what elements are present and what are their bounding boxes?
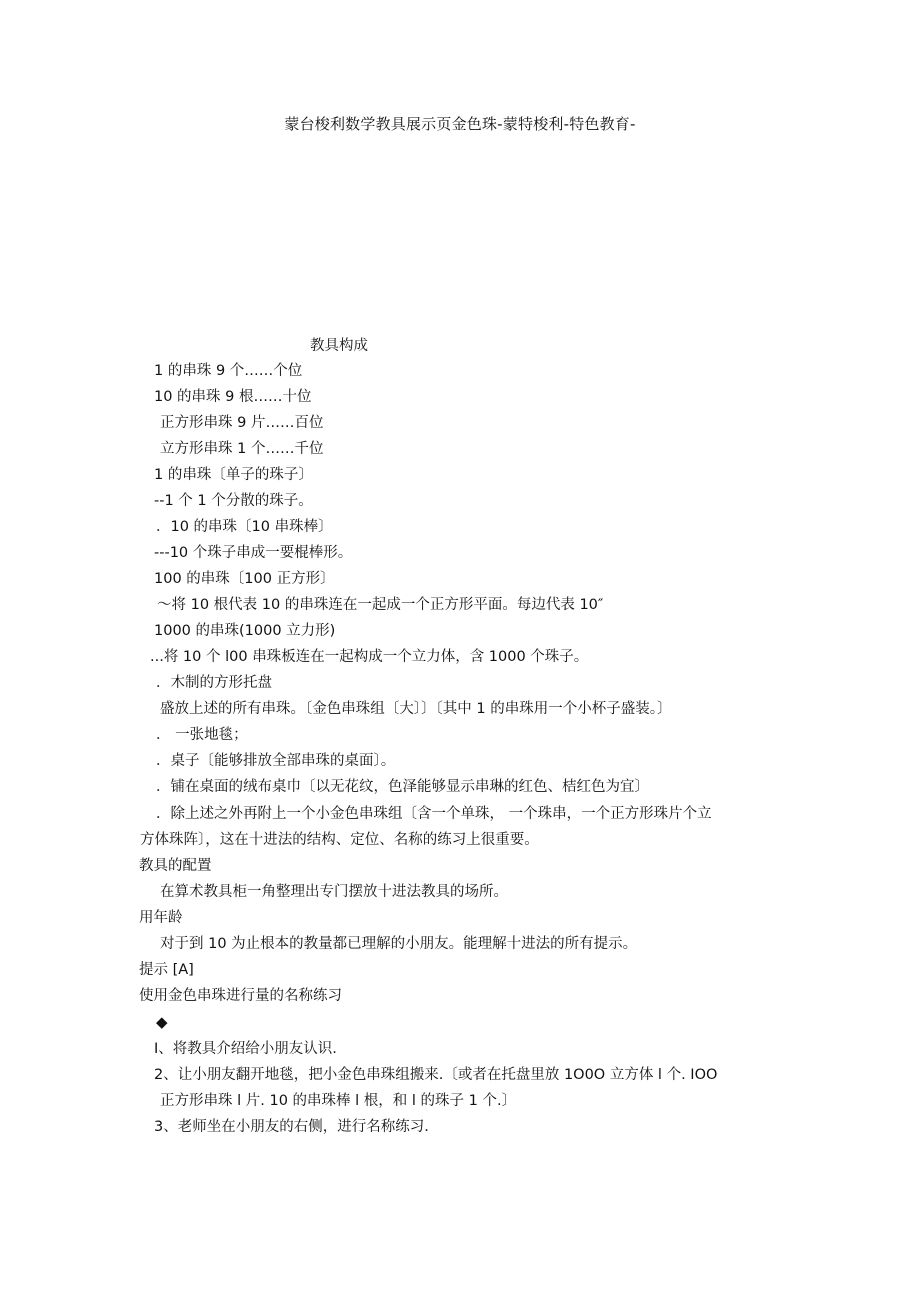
text-line: 100 的串珠〔100 正方形〕	[154, 571, 335, 587]
text-line: 对于到 10 为止根本的教量都已理解的小朋友。能理解十进法的所有提示。	[160, 936, 638, 952]
section-heading: 用年龄	[139, 910, 183, 926]
section-heading: 教具的配置	[139, 858, 212, 874]
text-line: 在算术教具柜一角整理出专门摆放十进法教具的场所。	[160, 884, 508, 900]
document-title: 蒙台梭利数学教具展示页金色珠-蒙特梭利-特色教育-	[284, 115, 636, 133]
section-heading: 教具构成	[310, 338, 368, 354]
text-line: ． 一张地毯；	[156, 727, 248, 743]
list-item: 3、老师坐在小朋友的右侧，进行名称练习.	[154, 1119, 429, 1135]
text-line: ．木制的方形托盘	[156, 675, 272, 691]
section-heading: 使用金色串珠进行量的名称练习	[139, 988, 342, 1004]
text-line: 正方形串珠 l 片. 10 的串珠棒 l 根，和 l 的珠子 1 个.〕	[160, 1093, 517, 1109]
text-line: 方体珠阵〕，这在十进法的结构、定位、名称的练习上很重要。	[140, 832, 539, 848]
text-line: 1 的串珠〔单子的珠子〕	[154, 467, 313, 483]
text-line: 1000 的串珠(1000 立力形)	[154, 623, 336, 639]
list-item: I、将教具介绍给小朋友认识.	[154, 1041, 337, 1057]
text-line: ...将 10 个 l00 串珠板连在一起构成一个立力体，含 1000 个珠子。	[150, 649, 589, 665]
text-line: --1 个 1 个分散的珠子。	[154, 493, 313, 509]
list-item: 2、让小朋友翻开地毯，把小金色串珠组搬来.〔或者在托盘里放 1O0O 立方体 l 个. IOO	[154, 1067, 718, 1083]
text-line: ．铺在桌面的绒布桌巾〔以无花纹，色泽能够显示串琳的红色、桔红色为宜〕	[156, 779, 649, 795]
text-line: 10 的串珠 9 根……十位	[154, 389, 312, 405]
diamond-icon: ◆	[156, 1013, 168, 1031]
text-line: 盛放上述的所有串珠。〔金色串珠组〔大〕〕〔其中 1 的串珠用一个小杯子盛装。〕	[160, 701, 672, 717]
section-heading: 提示 [A]	[139, 962, 194, 978]
text-line: 1 的串珠 9 个……个位	[154, 363, 303, 379]
text-line: 正方形串珠 9 片……百位	[160, 415, 324, 431]
text-line: ．桌子〔能够排放全部串珠的桌面〕。	[156, 753, 396, 769]
text-line: ---10 个珠子串成一要棍棒形。	[154, 545, 353, 561]
text-line: ．10 的串珠〔10 串珠棒〕	[156, 519, 333, 535]
text-line: 立方形串珠 1 个……千位	[160, 441, 324, 457]
text-line: ～将 10 根代表 10 的串珠连在一起成一个正方形平面。每边代表 10″	[157, 597, 604, 613]
text-line: ．除上述之外再附上一个小金色串珠组〔含一个单珠， 一个珠串，一个正方形珠片个立	[156, 806, 712, 822]
